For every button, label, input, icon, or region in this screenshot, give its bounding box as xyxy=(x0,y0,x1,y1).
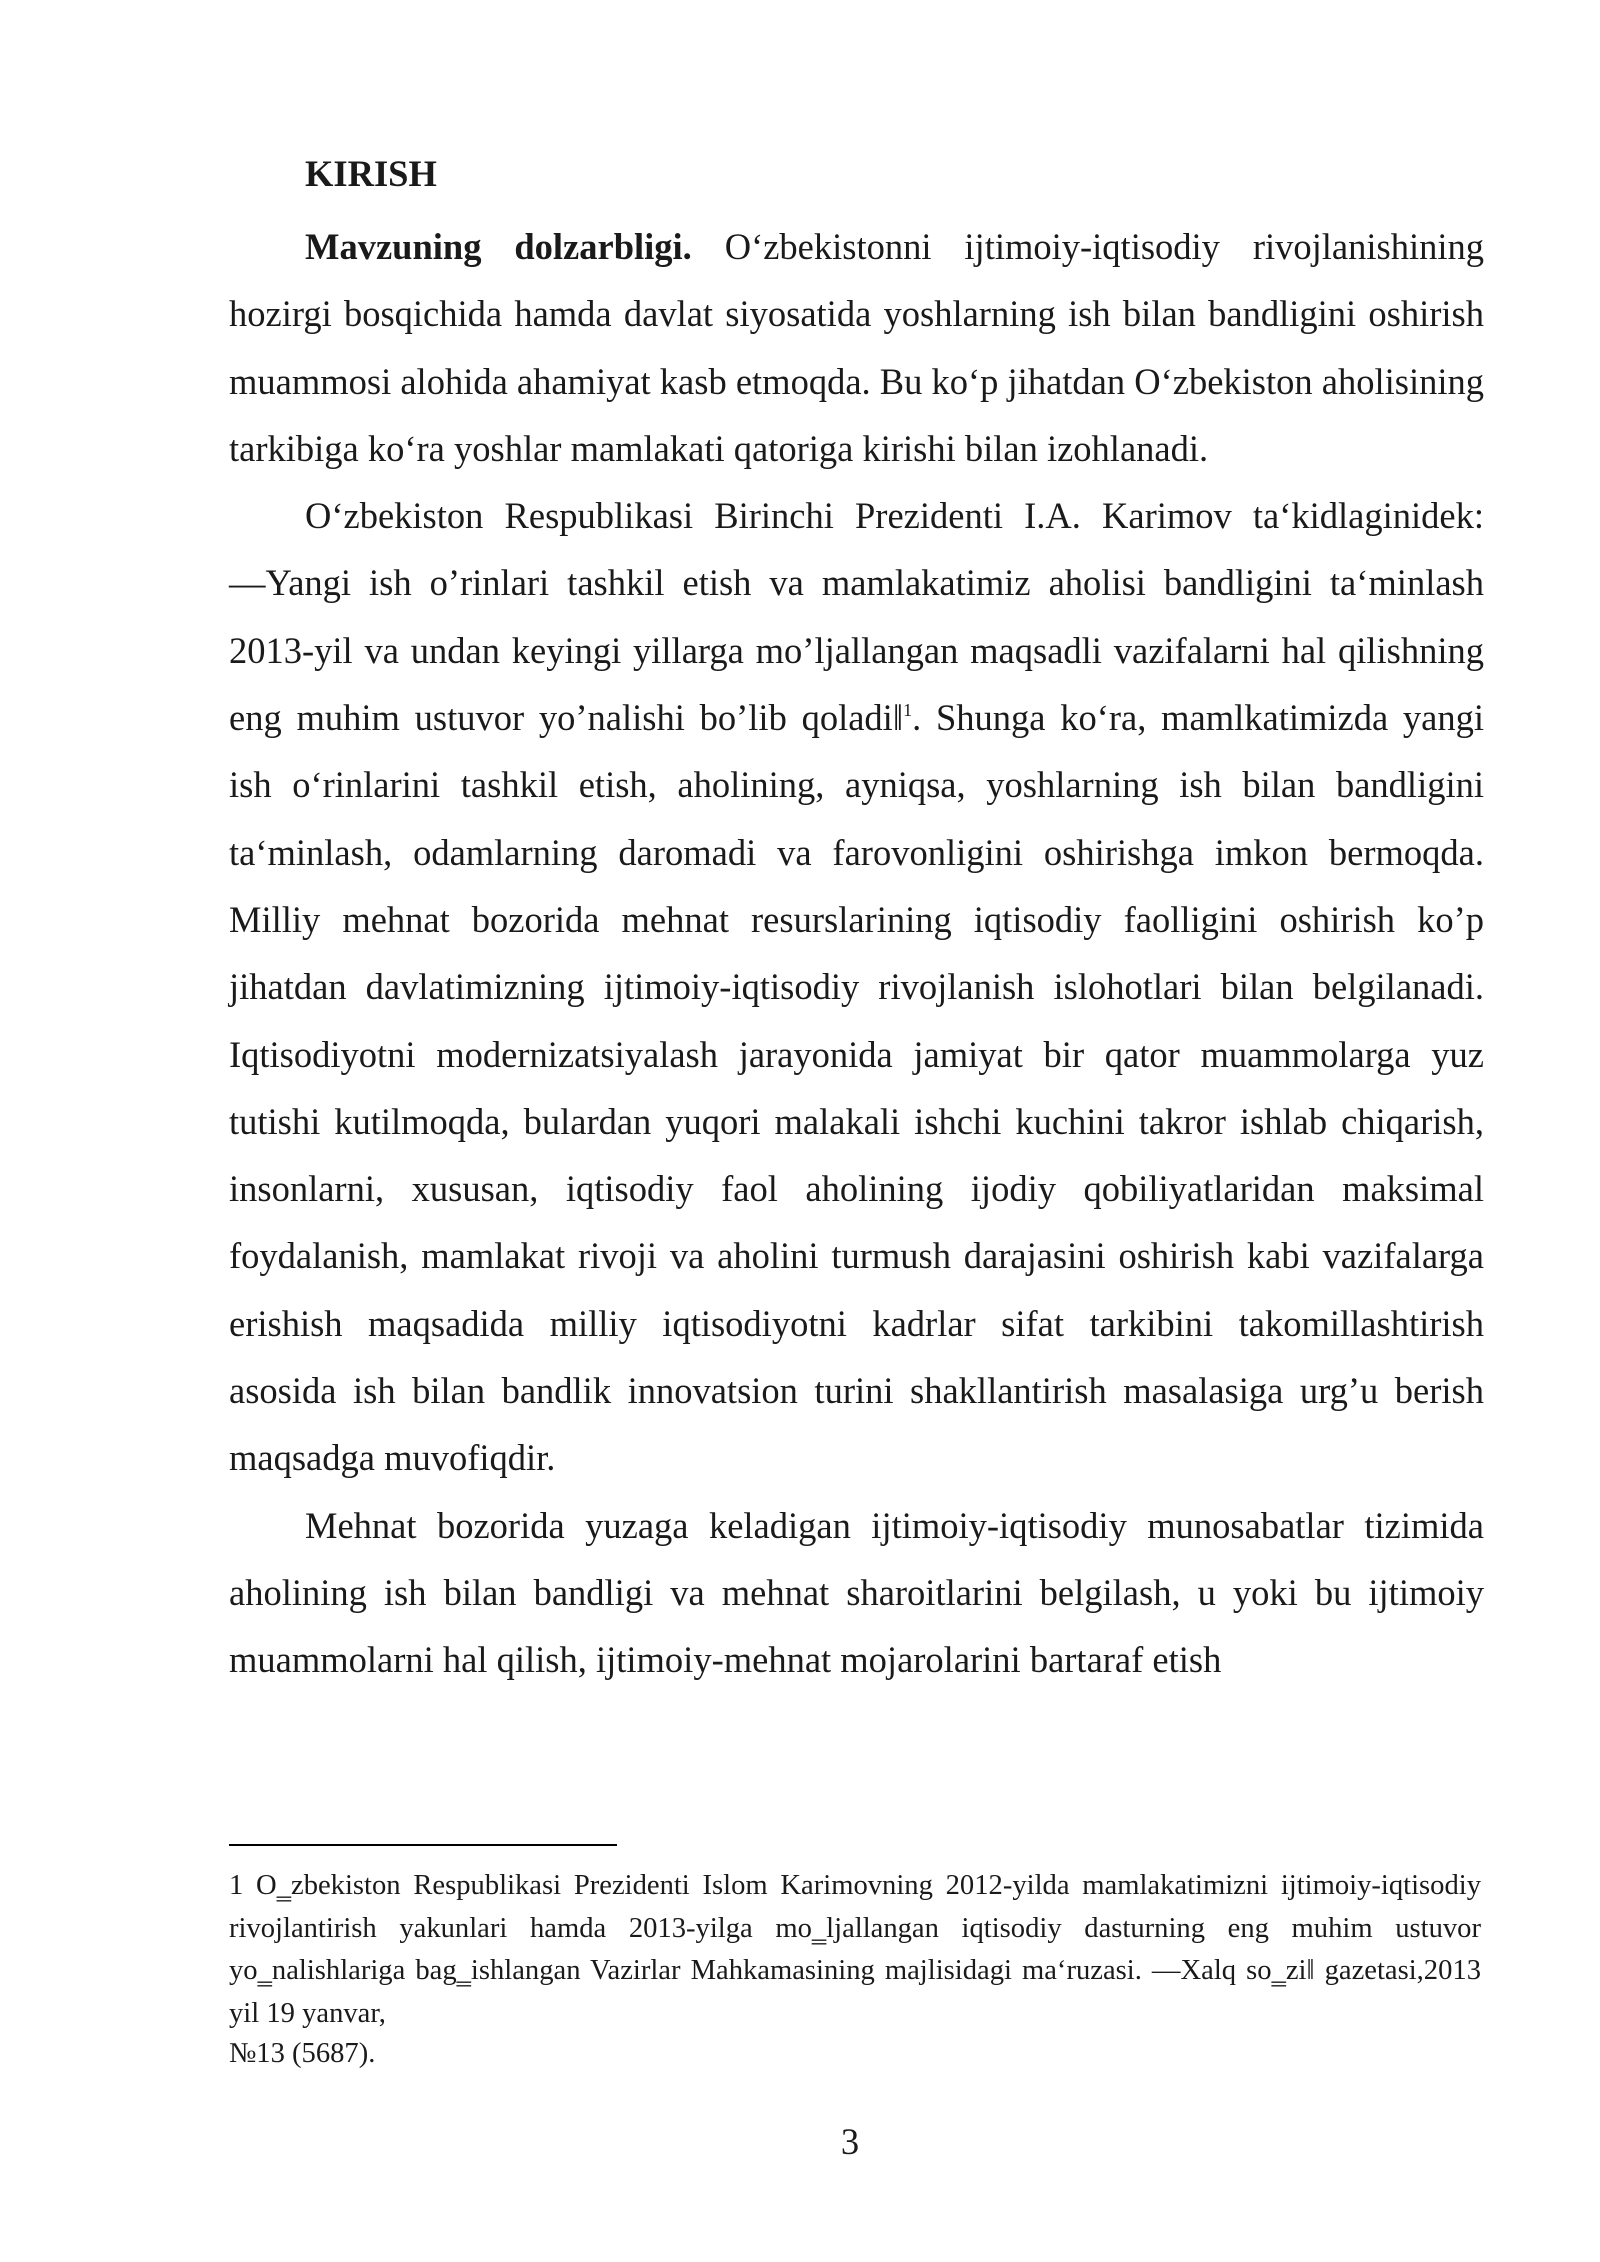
footnote: 1 O‗zbekiston Respublikasi Prezidenti Islom Karimovning 2012-yilda mamlakatimizni ijtimoiy-iqtisodiy rivojlantirish yakunlari hamda 2013-yilga mo‗ljallangan iqtisodiy dasturning eng muhim ustuvor yo‗nalishlariga bag‗ishlangan Vazirlar Mahkamasining majlisidagi ma‘ruzasi. ―Xalq so‗zi‖ gazetasi,2013 yil 19 yanvar, xyxy=(229,1870,1481,2029)
paragraph-lead: Mavzuning dolzarbligi. xyxy=(305,226,692,267)
paragraph-labor-market: Mehnat bozorida yuzaga keladigan ijtimoiy-iqtisodiy munosabatlar tizimida aholining ish bilan bandligi va mehnat sharoitlarini belgilash, u yoki bu ijtimoiy muammolarni hal qilish, ijtimoiy-mehnat mojarolarini bartaraf etish xyxy=(229,1504,1484,1681)
paragraph-quote xyxy=(229,482,1484,1491)
paragraph-text-before: O‘zbekiston Respublikasi Birinchi Prezidenti I.A. Karimov ta‘kidlaginidek: ―Yangi ish o’rinlari tashkil etish va mamlakatimiz aholisi bandligini ta‘minlash 2013-yil va undan keyingi yillarga mo’ljallangan maqsadli vazifalarni hal qilishning eng muhim ustuvor yo’nalishi bo’lib qoladi‖ xyxy=(229,495,1484,739)
paragraph-text-after: . Shunga ko‘ra, mamlkatimizda yangi ish o‘rinlarini tashkil etish, aholining, ayniqsa, yoshlarning ish bilan bandligini ta‘minlash, odamlarning daromadi va farovonligini oshirishga imkon bermoqda. Milliy mehnat bozorida mehnat resurslarining iqtisodiy faolligini oshirish ko’p jihatdan davlatimizning ijtimoiy-iqtisodiy rivojlanish islohotlari bilan belgilanadi. Iqtisodiyotni modernizatsiyalash jarayonida jamiyat bir qator muammolarga yuz tutishi kutilmoqda, bulardan yuqori malakali ishchi kuchini takror ishlab chiqarish, insonlarni, xususan, iqtisodiy faol aholining ijodiy qobiliyatlaridan maksimal foydalanish, mamlakat rivoji va aholini turmush darajasini oshirish kabi vazifalarga erishish maqsadida milliy iqtisodiyotni kadrlar sifat tarkibini takomillashtirish asosida ish bilan bandlik innovatsion turini shakllantirish masalasiga urg’u berish maqsadga muvofiqdir. xyxy=(229,697,1485,1479)
page-number: 3 xyxy=(840,2121,860,2162)
paragraph-relevance xyxy=(229,213,1484,482)
section-heading: KIRISH xyxy=(305,153,437,194)
paragraph-text: O‘zbekistonni ijtimoiy-iqtisodiy rivojlanishining hozirgi bosqichida hamda davlat siyosatida yoshlarning ish bilan bandligini oshirish muammosi alohida ahamiyat kasb etmoqda. Bu ko‘p jihatdan O‘zbekiston aholisining tarkibiga ko‘ra yoshlar mamlakati qatoriga kirishi bilan izohlanadi. xyxy=(229,226,1484,469)
main-text xyxy=(229,146,1484,1694)
footnote-tail: №13 (5687). xyxy=(229,2038,376,2069)
footnote-separator xyxy=(229,1844,617,1846)
footnote-reference[interactable]: 1 xyxy=(903,700,913,721)
